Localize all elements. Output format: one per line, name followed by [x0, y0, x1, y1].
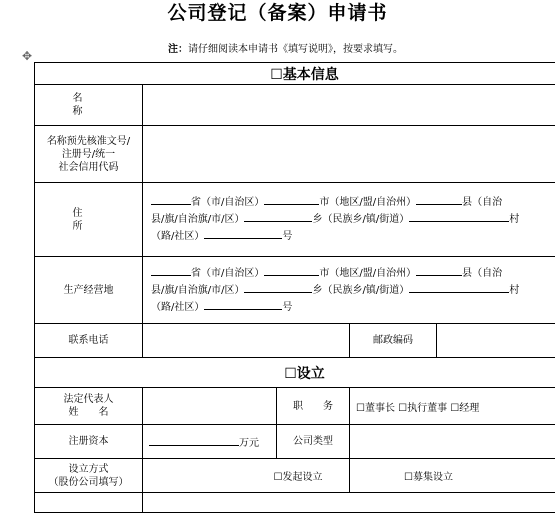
production-site-label: 生产经营地 — [35, 257, 143, 324]
registered-capital-field[interactable]: 万元 — [143, 425, 277, 459]
phone-label: 联系电话 — [35, 324, 143, 358]
offering-establish-option[interactable]: ☐募集设立 — [350, 459, 555, 493]
table-move-handle-icon[interactable]: ✥ — [22, 50, 32, 62]
postcode-label: 邮政编码 — [350, 324, 437, 358]
company-name-field[interactable] — [143, 85, 555, 126]
phone-field[interactable] — [143, 324, 350, 358]
empty-cell — [143, 493, 555, 513]
production-address-field[interactable]: 省（市/自治区） 市（地区/盟/自治州） 县（自治 县/旗/自治旗/市/区） 乡（民族乡/镇/街道） 村 （路/社区） 号 — [143, 257, 555, 324]
establish-method-label: 设立方式 （股份公司填写） — [35, 459, 143, 493]
preapproval-number-field[interactable] — [143, 126, 555, 183]
fill-instruction-note — [168, 44, 403, 56]
note-prefix: 注： — [168, 44, 188, 55]
note-text: 请仔细阅读本申请书《填写说明》，按要求填写。 — [188, 44, 403, 55]
position-options[interactable]: ☐董事长 ☐执行董事 ☐经理 — [350, 388, 555, 425]
registered-capital-label: 注册资本 — [35, 425, 143, 459]
preapproval-number-label: 名称预先核准文号/ 注册号/统一 社会信用代码 — [35, 126, 143, 183]
form-title: 公司登记（备案）申请书 — [0, 0, 555, 26]
legal-rep-label: 法定代表人 姓 名 — [35, 388, 143, 425]
residence-label: 住 所 — [35, 183, 143, 257]
company-name-label: 名 称 — [35, 85, 143, 126]
company-type-label: 公司类型 — [277, 425, 350, 459]
legal-rep-field[interactable] — [143, 388, 277, 425]
promotion-establish-option[interactable]: ☐发起设立 — [143, 459, 350, 493]
empty-cell — [35, 493, 143, 513]
position-label: 职 务 — [277, 388, 350, 425]
residence-address-field[interactable]: 省（市/自治区） 市（地区/盟/自治州） 县（自治 县/旗/自治旗/市/区） 乡（民族乡/镇/街道） 村 （路/社区） 号 — [143, 183, 555, 257]
application-form-table — [34, 62, 555, 513]
postcode-field[interactable] — [437, 324, 555, 358]
section-basic-info[interactable]: ☐基本信息 — [35, 63, 555, 85]
section-establish[interactable]: ☐设立 — [35, 358, 555, 388]
company-type-field[interactable] — [350, 425, 555, 459]
